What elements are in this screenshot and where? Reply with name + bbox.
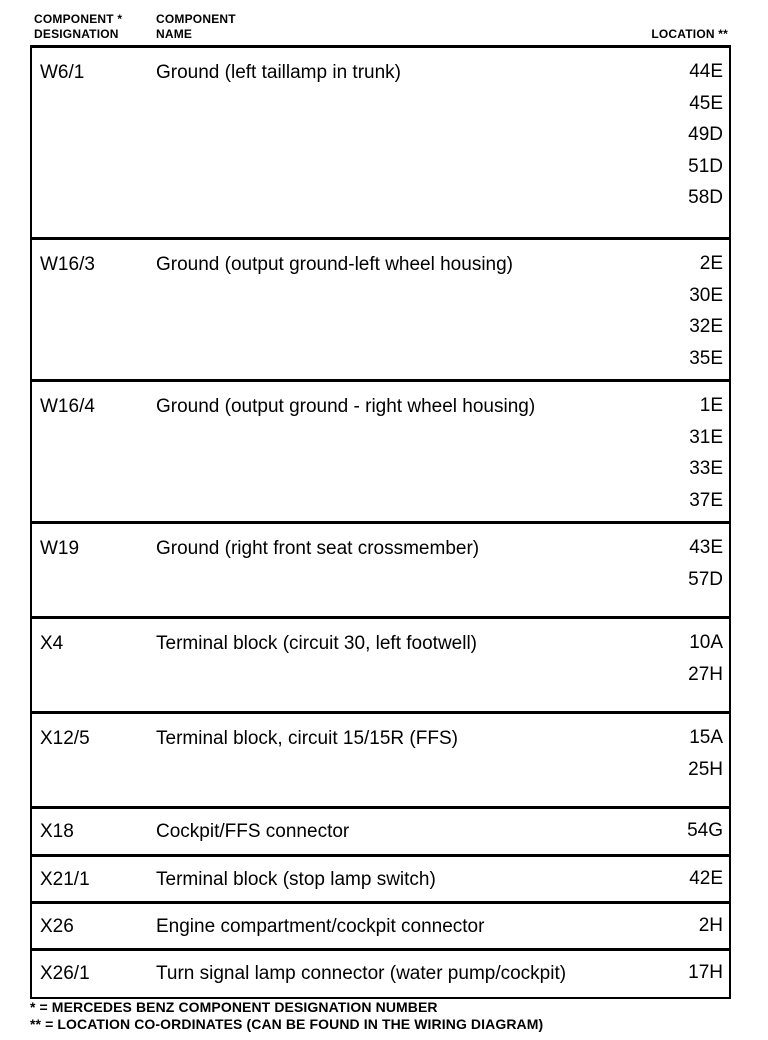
table-row [32,240,729,382]
location-code: 58D [688,187,723,208]
location-code: 33E [689,458,723,479]
component-name: Ground (output ground-left wheel housing) [156,254,514,275]
header-designation-line1: COMPONENT * [34,12,123,26]
table-row [32,619,729,714]
header-name-line2: NAME [156,27,193,41]
component-table [30,45,731,999]
footnote-designation: * = MERCEDES BENZ COMPONENT DESIGNATION NUMBER [30,999,438,1015]
component-designation: W19 [40,538,80,559]
component-name: Turn signal lamp connector (water pump/cockpit) [156,963,567,984]
location-code: 45E [689,92,723,114]
component-designation: X26 [40,916,74,937]
location-code: 17H [688,962,723,983]
component-name: Engine compartment/cockpit connector [156,916,485,937]
component-locations [689,863,723,895]
table-row [32,857,729,904]
location-code: 54G [687,820,723,841]
component-name: Terminal block (circuit 30, left footwell) [156,633,477,654]
component-locations [688,56,723,214]
component-name: Ground (left taillamp in trunk) [156,62,401,83]
location-code: 2E [699,253,723,274]
location-code: 30E [689,284,723,306]
header-designation-line2: DESIGNATION [34,27,119,41]
component-locations [688,532,723,595]
location-code: 1E [699,395,723,416]
location-code: 32E [689,316,723,337]
location-code: 25H [688,758,723,780]
component-name: Terminal block, circuit 15/15R (FFS) [156,728,458,749]
component-designation: W16/4 [40,396,95,417]
component-locations [688,957,723,989]
table-row [32,382,729,524]
table-row [32,48,729,240]
location-code: 57D [688,568,723,590]
table-row [32,951,729,997]
location-code: 31E [689,426,723,448]
table-row [32,714,729,809]
location-code: 10A [689,632,723,653]
component-locations [689,248,723,374]
location-code: 37E [689,489,723,511]
component-locations [688,627,723,690]
header-name [156,12,236,42]
location-code: 42E [689,868,723,889]
component-designation: W16/3 [40,254,95,275]
component-name: Ground (right front seat crossmember) [156,538,480,559]
component-locations [688,722,723,785]
location-code: 44E [689,61,723,82]
component-designation: X12/5 [40,728,90,749]
component-designation: X21/1 [40,869,90,890]
component-name: Terminal block (stop lamp switch) [156,869,436,890]
location-code: 51D [688,155,723,177]
header-designation [34,12,122,42]
table-row [32,904,729,951]
header-name-line1: COMPONENT [156,12,236,26]
component-locations [687,815,723,847]
footnote-location: ** = LOCATION CO-ORDINATES (CAN BE FOUND IN THE WIRING DIAGRAM) [30,1016,544,1032]
location-code: 2H [698,915,723,936]
component-designation: X18 [40,821,74,842]
header-location: LOCATION ** [651,27,728,41]
component-locations [699,910,723,942]
table-row [32,524,729,619]
location-code: 49D [688,124,723,145]
table-row [32,809,729,857]
location-code: 35E [689,347,723,369]
component-name: Cockpit/FFS connector [156,821,350,842]
component-designation: X4 [40,633,64,654]
location-code: 27H [688,663,723,685]
location-code: 15A [689,727,723,748]
component-designation: W6/1 [40,62,85,83]
component-designation: X26/1 [40,963,90,984]
location-code: 43E [689,537,723,558]
component-name: Ground (output ground - right wheel housing) [156,396,536,417]
component-locations [689,390,723,516]
